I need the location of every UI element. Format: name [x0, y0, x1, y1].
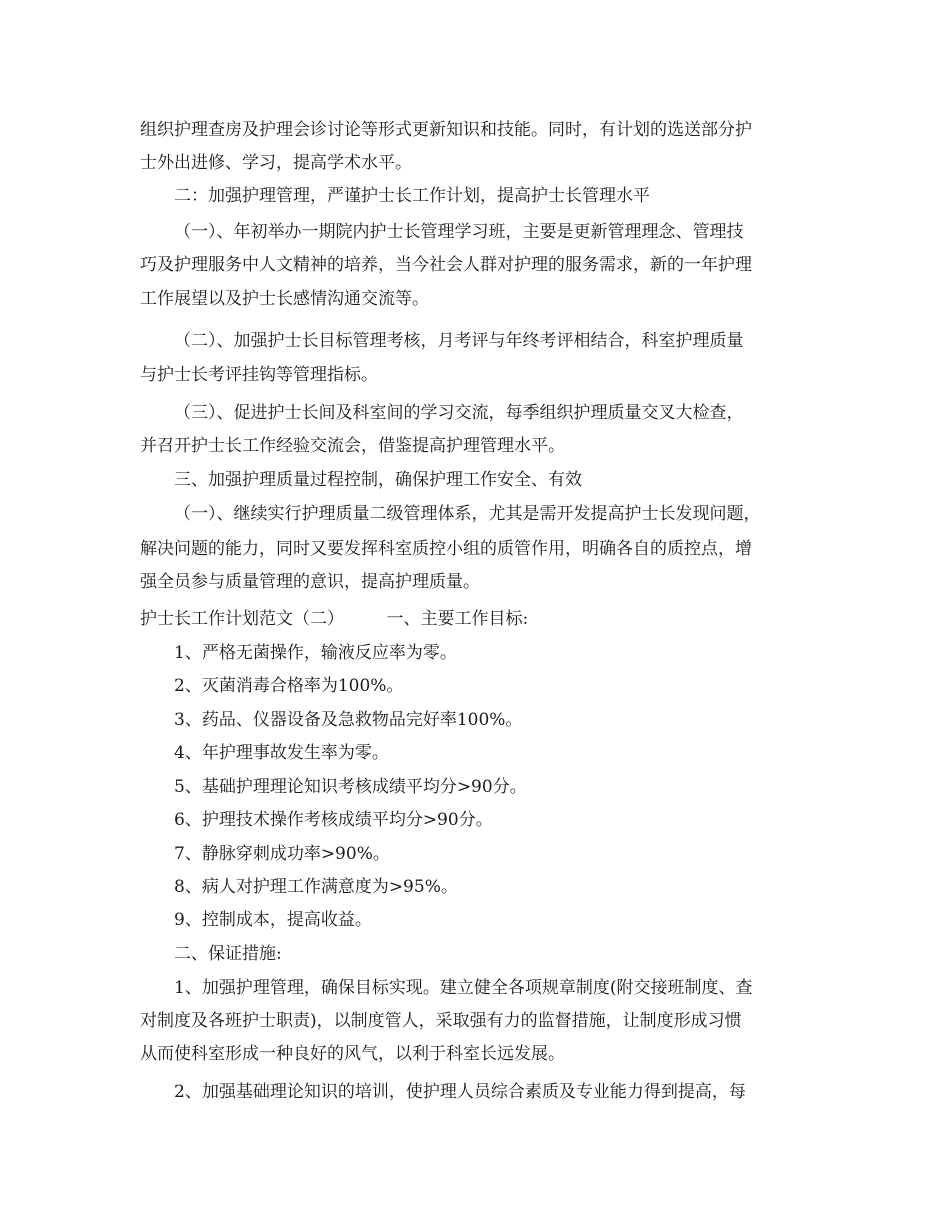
paragraph-line: （一）、年初举办一期院内护士长管理学习班，主要是更新管理理念、管理技 [174, 222, 744, 242]
list-item: 4、年护理事故发生率为零。 [174, 743, 389, 763]
paragraph-line: 强全员参与质量管理的意识，提高护理质量。 [140, 572, 480, 592]
section-heading: 二：加强护理管理，严谨护士长工作计划，提高护士长管理水平 [174, 186, 650, 206]
section-heading: 二、保证措施: [174, 944, 282, 964]
paragraph-line: （一）、继续实行护理质量二级管理体系，尤其是需开发提高护士长发现问题， [174, 504, 761, 524]
paragraph-line: 1、加强护理管理，确保目标实现。建立健全各项规章制度(附交接班制度、查 [174, 978, 753, 998]
list-item: 1、严格无菌操作，输液反应率为零。 [174, 643, 457, 663]
paragraph-line: 对制度及各班护士职责)，以制度管人，采取强有力的监督措施，让制度形成习惯 [140, 1011, 742, 1031]
paragraph-line: （三）、促进护士长间及科室间的学习交流，每季组织护理质量交叉大检查， [174, 403, 744, 423]
paragraph-line: 与护士长考评挂钩等管理指标。 [140, 365, 378, 385]
list-item: 3、药品、仪器设备及急救物品完好率100%。 [174, 710, 523, 730]
paragraph-line: 工作展望以及护士长感情沟通交流等。 [140, 289, 429, 309]
list-item: 5、基础护理理论知识考核成绩平均分>90分。 [174, 777, 527, 797]
section-heading: 三、加强护理质量过程控制，确保护理工作安全、有效 [174, 470, 582, 490]
paragraph-line: 并召开护士长工作经验交流会，借鉴提高护理管理水平。 [140, 436, 565, 456]
list-item: 8、病人对护理工作满意度为>95%。 [174, 877, 458, 897]
paragraph-line: 组织护理查房及护理会诊讨论等形式更新知识和技能。同时，有计划的选送部分护 [140, 120, 752, 140]
list-item: 7、静脉穿刺成功率>90%。 [174, 844, 390, 864]
paragraph-line: 士外出进修、学习，提高学术水平。 [140, 153, 412, 173]
paragraph-line: （二）、加强护士长目标管理考核，月考评与年终考评相结合，科室护理质量 [174, 331, 744, 351]
paragraph-line: 2、加强基础理论知识的培训，使护理人员综合素质及专业能力得到提高，每 [174, 1082, 746, 1102]
list-item: 9、控制成本，提高收益。 [174, 910, 372, 930]
paragraph-line: 巧及护理服务中人文精神的培养，当今社会人群对护理的服务需求，新的一年护理 [140, 255, 752, 275]
list-item: 2、灭菌消毒合格率为100%。 [174, 676, 404, 696]
paragraph-line: 解决问题的能力，同时又要发挥科室质控小组的质管作用，明确各自的质控点，增 [140, 539, 752, 559]
list-item: 6、护理技术操作考核成绩平均分>90分。 [174, 810, 493, 830]
paragraph-line: 从而使科室形成一种良好的风气，以利于科室长远发展。 [140, 1044, 565, 1064]
document-subtitle: 护士长工作计划范文（二） 一、主要工作目标: [140, 609, 529, 629]
